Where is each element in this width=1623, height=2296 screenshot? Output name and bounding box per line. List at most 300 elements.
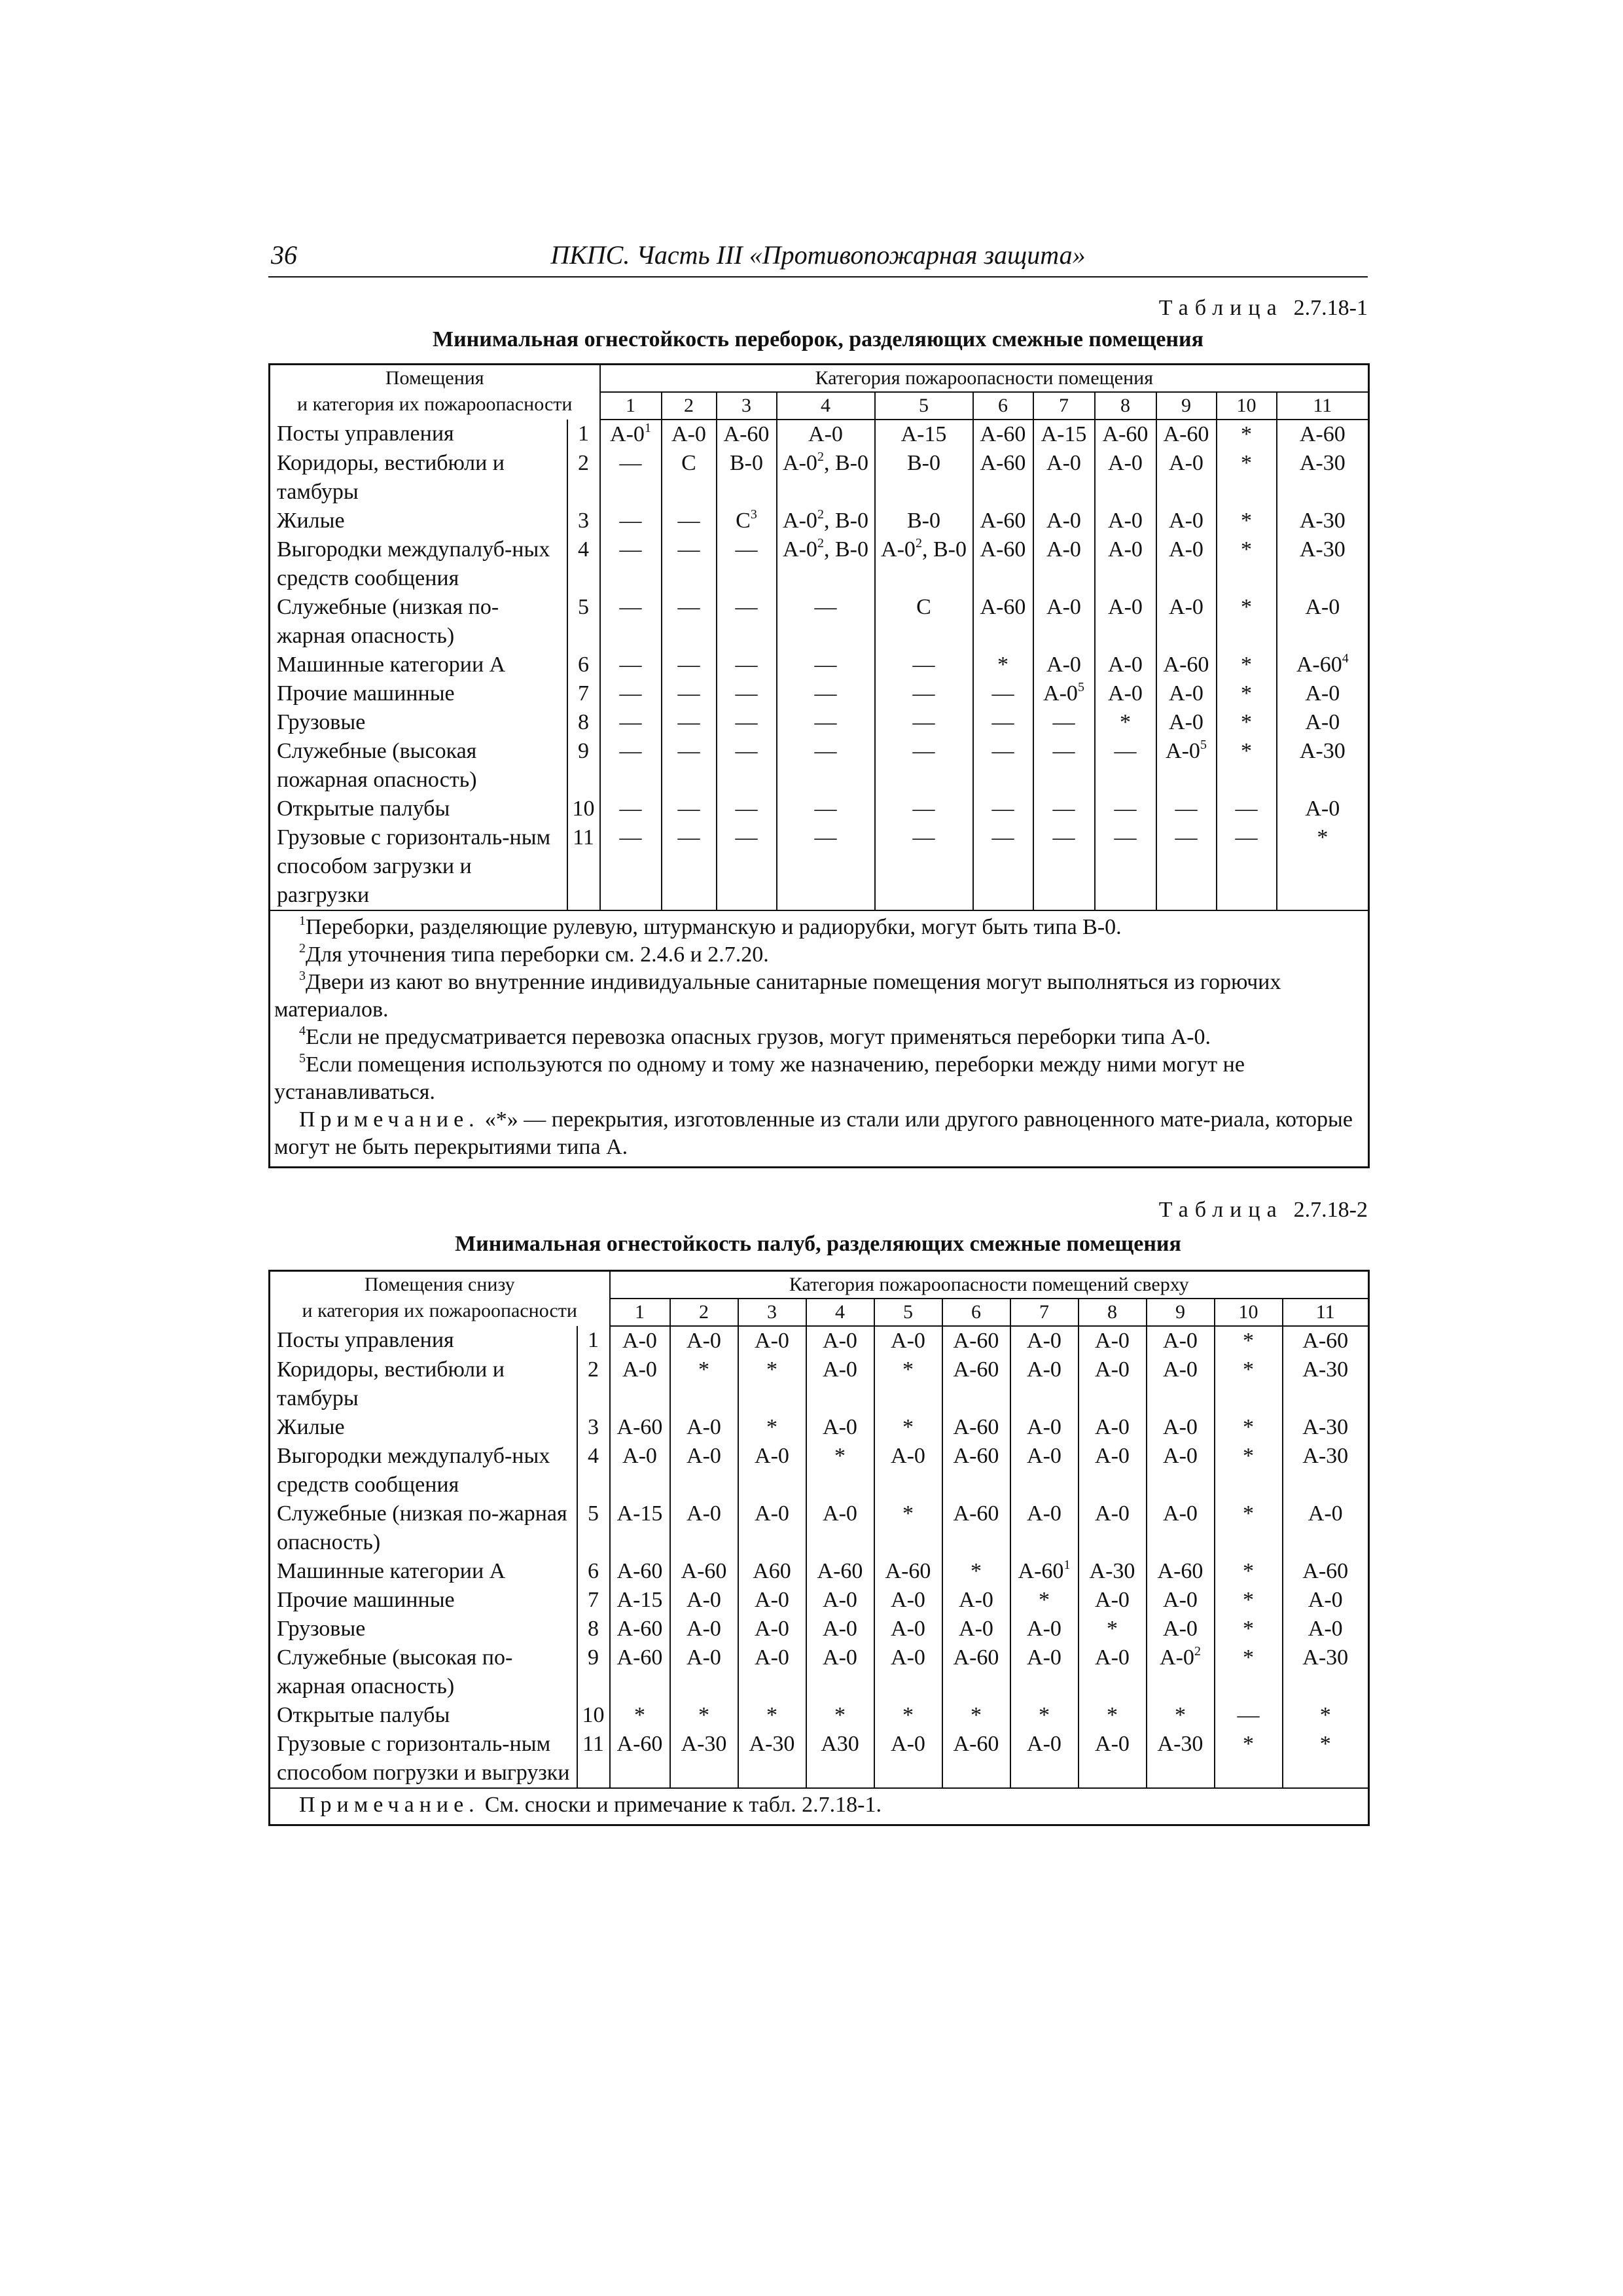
t2-cell: А-0 <box>1079 1413 1147 1442</box>
table-row <box>270 1730 1369 1788</box>
t2-cell: А-0 <box>1079 1326 1147 1355</box>
t1-cell: $А-0^1$ <box>600 420 662 449</box>
t2-cell: А-60 <box>942 1442 1010 1499</box>
t1-room-number: 4 <box>567 535 600 593</box>
t1-cell: А-0 <box>1277 593 1369 651</box>
t2-cell: А-0 <box>1010 1355 1079 1413</box>
t1-cell: * <box>1217 651 1277 679</box>
t2-cell: * <box>738 1355 806 1413</box>
t2-room-name: Выгородки междупалуб-ных средств сообщения <box>270 1442 577 1499</box>
page-header <box>268 237 1368 278</box>
t2-cell: А-0 <box>1283 1499 1369 1557</box>
t1-cell: А-60 <box>973 420 1033 449</box>
t1-cell: А-0 <box>1277 708 1369 737</box>
t2-cell: А-0 <box>738 1615 806 1643</box>
table1-label <box>1159 296 1368 321</box>
t1-cell: А-0 <box>662 420 717 449</box>
t1-cell: А-0 <box>1095 507 1156 535</box>
t2-room-number: 10 <box>577 1701 610 1730</box>
t1-cell: — <box>973 823 1033 910</box>
table1 <box>268 363 1370 1168</box>
t2-cell: А-0 <box>1147 1586 1215 1615</box>
t1-room-number: 8 <box>567 708 600 737</box>
t2-cell: А-0 <box>874 1326 942 1355</box>
t2-cell: А-0 <box>738 1499 806 1557</box>
t2-room-number: 8 <box>577 1615 610 1643</box>
t2-column-header: 6 <box>942 1299 1010 1326</box>
t2-cell: А-60 <box>942 1730 1010 1788</box>
t2-cell: А-0 <box>806 1643 874 1701</box>
t1-note <box>274 1106 1363 1161</box>
t1-cell: — <box>662 679 717 708</box>
t2-cell: А-0 <box>806 1615 874 1643</box>
t2-room-name: Грузовые <box>270 1615 577 1643</box>
t2-cell: А-0 <box>738 1586 806 1615</box>
t2-cell: А-0 <box>1079 1643 1147 1701</box>
t2-room-number: 3 <box>577 1413 610 1442</box>
t1-room-number: 2 <box>567 449 600 507</box>
t1-cell: — <box>717 535 777 593</box>
table-row <box>270 1355 1369 1413</box>
t2-cell: А-0 <box>1010 1499 1079 1557</box>
t2-room-name: Машинные категории А <box>270 1557 577 1586</box>
t2-cell: А60 <box>738 1557 806 1586</box>
t2-cell: * <box>1215 1442 1283 1499</box>
t1-cell: $А-0^2$, В-0 <box>875 535 973 593</box>
t1-column-header: 1 <box>600 392 662 420</box>
t2-cell: * <box>1010 1701 1079 1730</box>
t2-cell: А-60 <box>942 1326 1010 1355</box>
t2-cell: А-60 <box>942 1643 1010 1701</box>
t1-room-number: 6 <box>567 651 600 679</box>
t1-cell: — <box>973 795 1033 823</box>
table-row <box>270 535 1369 593</box>
t1-cell: — <box>662 708 717 737</box>
t1-cell: — <box>1095 823 1156 910</box>
t2-cell: А-0 <box>610 1355 670 1413</box>
t1-room-number: 9 <box>567 737 600 795</box>
table-row <box>270 449 1369 507</box>
t1-column-header: 3 <box>717 392 777 420</box>
t2-column-header: 2 <box>670 1299 738 1326</box>
t2-room-number: 1 <box>577 1326 610 1355</box>
t1-cell: * <box>1217 737 1277 795</box>
t1-cell: — <box>1033 823 1095 910</box>
t1-cell: * <box>1277 823 1369 910</box>
t2-cell: А-0 <box>942 1615 1010 1643</box>
t2-cell: А-0 <box>806 1586 874 1615</box>
t1-cell: А-0 <box>1095 593 1156 651</box>
t1-cell: — <box>1156 823 1217 910</box>
t1-room-name: Выгородки междупалуб-ных средств сообщения <box>270 535 567 593</box>
t1-side-header-line: Помещения <box>385 367 484 389</box>
t2-cell: * <box>1010 1586 1079 1615</box>
t1-column-header: 4 <box>777 392 875 420</box>
t1-cell: — <box>777 795 875 823</box>
t1-room-name: Открытые палубы <box>270 795 567 823</box>
t2-cell: * <box>670 1355 738 1413</box>
t1-cell: — <box>875 737 973 795</box>
table-row <box>270 507 1369 535</box>
t2-cell: А-0 <box>1010 1730 1079 1788</box>
t2-cell: * <box>670 1701 738 1730</box>
t1-cell: А-15 <box>875 420 973 449</box>
t2-cell: $А-60^1$ <box>1010 1557 1079 1586</box>
t2-column-header: 11 <box>1283 1299 1369 1326</box>
page-number: 36 <box>271 240 297 270</box>
table2-label-word: Таблица <box>1158 1198 1283 1222</box>
t2-cell: * <box>1215 1615 1283 1643</box>
t1-cell: А-0 <box>1095 651 1156 679</box>
t2-cell: * <box>1079 1615 1147 1643</box>
t2-cell: А-0 <box>806 1413 874 1442</box>
t1-cell: А-0 <box>1033 651 1095 679</box>
t2-cell: А-0 <box>874 1643 942 1701</box>
t2-cell: * <box>806 1442 874 1499</box>
t2-cell: А-0 <box>1010 1643 1079 1701</box>
t1-cell: А-0 <box>777 420 875 449</box>
t1-footnote: $^5$Если помещения используются по одному и тому же назначению, переборки между ними могут не устанавливаться. <box>274 1051 1245 1104</box>
t1-cell: В-0 <box>717 449 777 507</box>
t1-cell: А-0 <box>1156 679 1217 708</box>
t1-cell: — <box>1033 737 1095 795</box>
t1-cell: А-60 <box>1156 651 1217 679</box>
t2-cell: А-30 <box>1283 1442 1369 1499</box>
t1-cell: — <box>777 651 875 679</box>
t2-cell: А-0 <box>1010 1326 1079 1355</box>
t2-room-number: 11 <box>577 1730 610 1788</box>
t1-cell: С <box>662 449 717 507</box>
t1-cell: — <box>875 795 973 823</box>
t2-cell: А-0 <box>610 1442 670 1499</box>
t2-column-header: 1 <box>610 1299 670 1326</box>
t1-cell: — <box>717 823 777 910</box>
t2-room-number: 7 <box>577 1586 610 1615</box>
t2-cell: А-60 <box>610 1730 670 1788</box>
t2-room-name: Открытые палубы <box>270 1701 577 1730</box>
t2-cell: А-60 <box>942 1355 1010 1413</box>
t2-footer <box>270 1788 1369 1825</box>
table-row <box>270 795 1369 823</box>
t1-room-name: Служебные (низкая по-жарная опасность) <box>270 593 567 651</box>
t1-cell: — <box>875 679 973 708</box>
t1-cell: $С^3$ <box>717 507 777 535</box>
t1-cell: А-0 <box>1156 535 1217 593</box>
table-row <box>270 1442 1369 1499</box>
t1-cell: — <box>600 708 662 737</box>
t1-room-name: Прочие машинные <box>270 679 567 708</box>
t2-cell: А-0 <box>670 1499 738 1557</box>
t2-note-text: См. сноски и примечание к табл. 2.7.18-1. <box>484 1793 882 1817</box>
t1-column-header: 10 <box>1217 392 1277 420</box>
t2-room-name: Служебные (высокая по-жарная опасность) <box>270 1643 577 1701</box>
t1-cell: — <box>777 708 875 737</box>
t2-cell: А-60 <box>610 1643 670 1701</box>
t2-note-label: Примечание. <box>299 1793 480 1817</box>
t2-cell: А-0 <box>874 1615 942 1643</box>
t1-cell: А-30 <box>1277 737 1369 795</box>
t1-column-header: 11 <box>1277 392 1369 420</box>
t2-cell: А-0 <box>942 1586 1010 1615</box>
t1-cell: А-30 <box>1277 535 1369 593</box>
t1-cell: * <box>1217 535 1277 593</box>
t1-room-name: Грузовые с горизонталь-ным способом загрузки и разгрузки <box>270 823 567 910</box>
t1-cell: — <box>777 679 875 708</box>
t1-cell: — <box>875 708 973 737</box>
t1-side-header <box>270 365 600 420</box>
t1-cell: — <box>600 507 662 535</box>
t2-cell: А-0 <box>738 1326 806 1355</box>
table-row <box>270 1643 1369 1701</box>
t1-cell: А-60 <box>1277 420 1369 449</box>
t2-cell: А-15 <box>610 1586 670 1615</box>
t1-cell: — <box>600 737 662 795</box>
t1-column-header: 8 <box>1095 392 1156 420</box>
t1-room-number: 5 <box>567 593 600 651</box>
t1-cell: — <box>1033 795 1095 823</box>
t1-note-label: Примечание. <box>299 1107 480 1132</box>
t2-cell: А-30 <box>1079 1557 1147 1586</box>
t1-cell: — <box>1217 823 1277 910</box>
t2-column-header: 9 <box>1147 1299 1215 1326</box>
t1-cell: — <box>662 795 717 823</box>
t2-cell: * <box>738 1413 806 1442</box>
t2-cell: А-0 <box>670 1413 738 1442</box>
t1-room-name: Машинные категории А <box>270 651 567 679</box>
t1-room-name: Жилые <box>270 507 567 535</box>
t2-cell: * <box>1079 1701 1147 1730</box>
t1-cell: А-0 <box>1033 593 1095 651</box>
t1-cell: — <box>600 449 662 507</box>
t2-cell: А-0 <box>1010 1413 1079 1442</box>
t1-footnote: $^2$Для уточнения типа переборки см. 2.4.6 и 2.7.20. <box>299 941 769 967</box>
table2-title: Минимальная огнестойкость палуб, разделяющих смежные помещения <box>455 1232 1181 1256</box>
t2-side-header <box>270 1271 610 1327</box>
t1-cell: — <box>600 651 662 679</box>
t2-cell: А-0 <box>1147 1326 1215 1355</box>
t2-cell: А-60 <box>1283 1557 1369 1586</box>
t1-footnote: $^3$Двери из кают во внутренние индивидуальные санитарные помещения могут выполняться из горючих материалов. <box>274 969 1281 1022</box>
t1-cell: — <box>600 593 662 651</box>
t2-cell: * <box>738 1701 806 1730</box>
t1-cell: А-60 <box>973 535 1033 593</box>
t1-cell: А-60 <box>973 593 1033 651</box>
t2-cell: А-30 <box>738 1730 806 1788</box>
t1-room-number: 10 <box>567 795 600 823</box>
t1-cell: — <box>1095 737 1156 795</box>
t1-cell: — <box>662 535 717 593</box>
t2-cell: А-60 <box>1283 1326 1369 1355</box>
t2-cell: * <box>1215 1355 1283 1413</box>
t2-cell: А-15 <box>610 1499 670 1557</box>
t2-cell: А-0 <box>1147 1413 1215 1442</box>
t1-cell: А-0 <box>1156 449 1217 507</box>
t2-cell: А-0 <box>1079 1499 1147 1557</box>
table-row <box>270 737 1369 795</box>
t2-cell: * <box>1215 1730 1283 1788</box>
t1-room-number: 1 <box>567 420 600 449</box>
t1-cell: $А-0^2$, В-0 <box>777 507 875 535</box>
t1-cell: — <box>717 679 777 708</box>
t1-cell: — <box>600 535 662 593</box>
t1-cell: С <box>875 593 973 651</box>
t2-cell: А-60 <box>806 1557 874 1586</box>
t2-cell: * <box>610 1701 670 1730</box>
t2-cell: А-0 <box>1147 1442 1215 1499</box>
t1-cell: — <box>1156 795 1217 823</box>
t2-cell: * <box>1215 1326 1283 1355</box>
t1-room-name: Служебные (высокая пожарная опасность) <box>270 737 567 795</box>
t2-cell: * <box>1283 1730 1369 1788</box>
t1-cell: — <box>717 651 777 679</box>
t1-cell: — <box>717 737 777 795</box>
t2-room-number: 5 <box>577 1499 610 1557</box>
t2-cell: * <box>874 1355 942 1413</box>
t1-column-header: 2 <box>662 392 717 420</box>
t2-cell: А-60 <box>610 1557 670 1586</box>
t1-column-header: 7 <box>1033 392 1095 420</box>
t1-cell: * <box>1217 708 1277 737</box>
t2-cell: А-60 <box>670 1557 738 1586</box>
t2-cell: А-60 <box>874 1557 942 1586</box>
t2-cell: А-0 <box>874 1442 942 1499</box>
t2-cell: А-0 <box>670 1586 738 1615</box>
t1-column-header: 9 <box>1156 392 1217 420</box>
table2-label <box>1159 1198 1368 1223</box>
t1-room-number: 3 <box>567 507 600 535</box>
t1-cell: А-0 <box>1033 507 1095 535</box>
t2-cell: А-30 <box>1283 1643 1369 1701</box>
t1-cell: $А-0^2$, В-0 <box>777 449 875 507</box>
t2-column-header: 7 <box>1010 1299 1079 1326</box>
t1-cell: — <box>973 708 1033 737</box>
t2-cell: А-0 <box>1079 1442 1147 1499</box>
t2-cell: А-0 <box>610 1326 670 1355</box>
t2-room-name: Жилые <box>270 1413 577 1442</box>
t1-cell: — <box>777 737 875 795</box>
t1-cell: А-0 <box>1095 535 1156 593</box>
t2-room-number: 6 <box>577 1557 610 1586</box>
t1-cell: — <box>662 507 717 535</box>
table-row <box>270 420 1369 449</box>
t1-cell: А-60 <box>973 507 1033 535</box>
t1-cell: * <box>973 651 1033 679</box>
t1-cell: $А-60^4$ <box>1277 651 1369 679</box>
t2-column-header: 8 <box>1079 1299 1147 1326</box>
t2-column-header: 3 <box>738 1299 806 1326</box>
t1-cell: * <box>1095 708 1156 737</box>
t1-cell: — <box>717 593 777 651</box>
t2-cell: А-0 <box>1079 1355 1147 1413</box>
t2-cell: А-60 <box>942 1499 1010 1557</box>
t1-cell: — <box>875 823 973 910</box>
t1-cell: — <box>662 737 717 795</box>
t1-footnote: $^1$Переборки, разделяющие рулевую, штурманскую и радиорубки, могут быть типа В-0. <box>299 914 1122 939</box>
t2-group-header: Категория пожароопасности помещений сверху <box>610 1271 1369 1299</box>
t2-cell: А-0 <box>1147 1355 1215 1413</box>
table-row <box>270 679 1369 708</box>
t2-cell: — <box>1215 1701 1283 1730</box>
t2-room-name: Служебные (низкая по-жарная опасность) <box>270 1499 577 1557</box>
t2-cell: А-0 <box>738 1442 806 1499</box>
t1-cell: — <box>717 708 777 737</box>
t1-footnote: $^4$Если не предусматривается перевозка опасных грузов, могут применяться переборки типа А-0. <box>299 1024 1211 1049</box>
table1-label-number: 2.7.18-1 <box>1293 296 1368 320</box>
t2-cell: А-0 <box>670 1442 738 1499</box>
t1-cell: А-30 <box>1277 507 1369 535</box>
t2-cell: * <box>1215 1557 1283 1586</box>
t2-cell: А-0 <box>1147 1499 1215 1557</box>
t2-cell: А-30 <box>1147 1730 1215 1788</box>
t1-cell: $А-0^2$, В-0 <box>777 535 875 593</box>
t1-cell: А-60 <box>1156 420 1217 449</box>
t2-cell: А-0 <box>1283 1586 1369 1615</box>
t2-cell: * <box>1215 1643 1283 1701</box>
t2-cell: А-0 <box>738 1643 806 1701</box>
t1-cell: — <box>600 823 662 910</box>
t1-cell: — <box>973 679 1033 708</box>
t2-cell: А-60 <box>942 1413 1010 1442</box>
t2-cell: А-0 <box>1147 1615 1215 1643</box>
t2-cell: А-0 <box>806 1499 874 1557</box>
t1-cell: А-0 <box>1277 679 1369 708</box>
t2-room-name: Прочие машинные <box>270 1586 577 1615</box>
table-row <box>270 1586 1369 1615</box>
t1-cell: $А-0^5$ <box>1156 737 1217 795</box>
t1-cell: В-0 <box>875 449 973 507</box>
t1-cell: * <box>1217 449 1277 507</box>
table1-label-word: Таблица <box>1158 296 1283 320</box>
t1-cell: А-30 <box>1277 449 1369 507</box>
t1-cell: А-0 <box>1277 795 1369 823</box>
table-row <box>270 708 1369 737</box>
t2-cell: * <box>1283 1701 1369 1730</box>
table-row <box>270 1499 1369 1557</box>
t1-room-number: 7 <box>567 679 600 708</box>
table-row <box>270 1557 1369 1586</box>
t1-cell: А-0 <box>1156 507 1217 535</box>
t1-group-header: Категория пожароопасности помещения <box>600 365 1369 393</box>
t2-cell: * <box>874 1413 942 1442</box>
t1-cell: — <box>662 823 717 910</box>
t1-column-header: 5 <box>875 392 973 420</box>
t1-cell: * <box>1217 679 1277 708</box>
t2-room-number: 2 <box>577 1355 610 1413</box>
t2-cell: * <box>1147 1701 1215 1730</box>
t1-cell: А-15 <box>1033 420 1095 449</box>
t2-cell: А-0 <box>670 1643 738 1701</box>
t2-cell: А-0 <box>1283 1615 1369 1643</box>
t2-cell: * <box>942 1701 1010 1730</box>
t2-cell: А-0 <box>1079 1586 1147 1615</box>
t2-cell: А-0 <box>670 1326 738 1355</box>
t2-cell: А-0 <box>670 1615 738 1643</box>
t2-cell: * <box>942 1557 1010 1586</box>
t2-cell: А-30 <box>1283 1413 1369 1442</box>
table2 <box>268 1270 1370 1826</box>
t2-cell: * <box>874 1499 942 1557</box>
t2-cell: $А-0^2$ <box>1147 1643 1215 1701</box>
t1-cell: А-60 <box>1095 420 1156 449</box>
t1-note-text: «*» — перекрытия, изготовленные из стали или другого равноценного мате-риала, которые могут не быть перекрытиями типа А. <box>274 1107 1353 1159</box>
t1-cell: * <box>1217 507 1277 535</box>
t1-cell: — <box>717 795 777 823</box>
t2-cell: А-0 <box>1079 1730 1147 1788</box>
t1-cell: — <box>600 795 662 823</box>
t2-cell: А-30 <box>1283 1355 1369 1413</box>
t1-column-header: 6 <box>973 392 1033 420</box>
t1-room-name: Грузовые <box>270 708 567 737</box>
